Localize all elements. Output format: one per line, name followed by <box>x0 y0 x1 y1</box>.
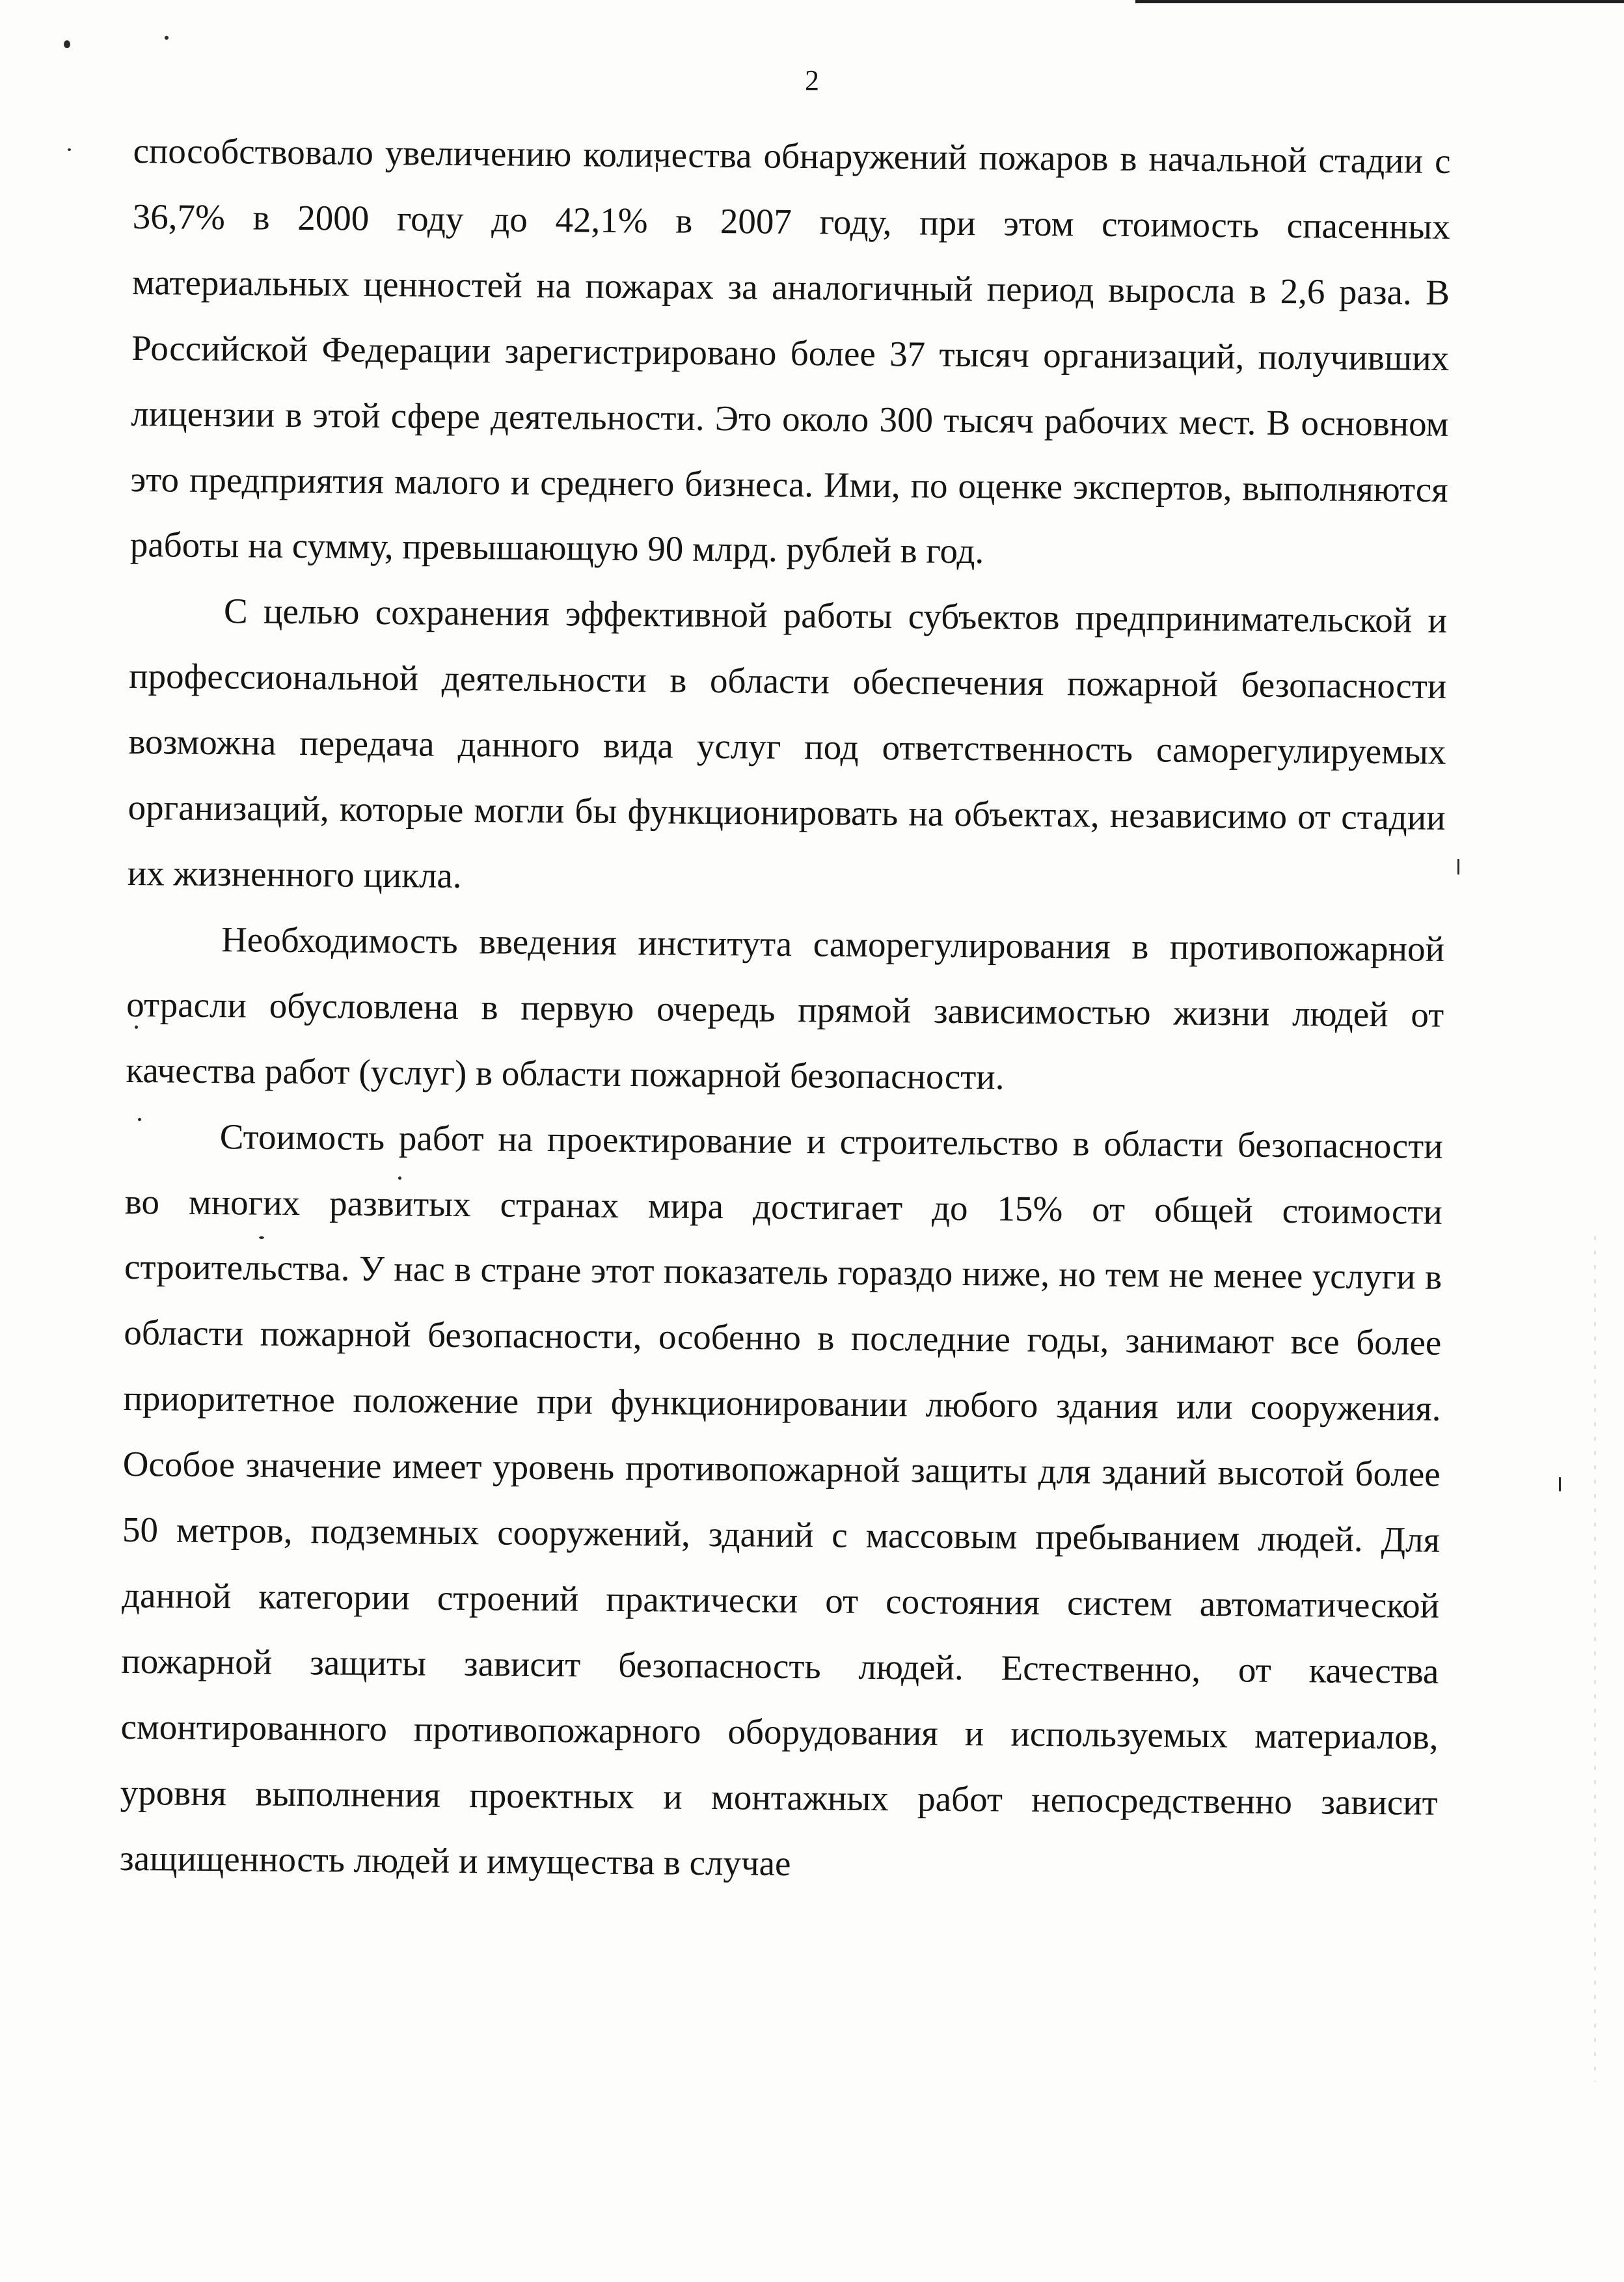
scan-speck <box>68 148 71 151</box>
scan-speck <box>64 40 70 48</box>
scan-speck <box>1457 859 1459 875</box>
scan-speck <box>1559 1477 1561 1491</box>
top-edge-rule <box>1135 0 1624 3</box>
paragraph-continuation: способствовало увеличению количества обнаружений пожаров в начальной стадии с 36,7% в 2000 году до 42,1% в 2007 году, при этом стоимость спасенных материальных ценностей на пожарах за аналогичный период выросла в 2,6 раза. В Российской Федерации зарегистрировано более 37 тысяч организаций, получивших лицензии в этой сфере деятельности. Это около 300 тысяч рабочих мест. В основном это предприятия малого и среднего бизнеса. Ими, по оценке экспертов, выполняются работы на сумму, превышающую 90 млрд. рублей в год. <box>129 130 1451 571</box>
page-number: 2 <box>805 64 819 96</box>
paragraph: С целью сохранения эффективной работы субъектов предпринимательской и профессиональной деятельности в области обеспечения пожарной безопасности возможна передача данного вида услуг под ответственность саморегулируемых организаций, которые могли бы функционировать на объектах, независимо от стадии их жизненного цикла. <box>127 591 1448 895</box>
paragraph: Стоимость работ на проектирование и строительство в области безопасности во многих развитых странах мира достигает до 15% от общей стоимости строительства. У нас в стране этот показатель гораздо ниже, но тем не менее услуги в области пожарной безопасности, особенно в последние годы, занимают все более приоритетное положение при функционировании любого здания или сооружения. Особое значение имеет уровень противопожарной защиты для зданий высотой более 50 метров, подземных сооружений, зданий с массовым пребыванием людей. Для данной категории строений практически от состояния систем автоматической пожарной защиты зависит безопасность людей. Естественно, от качества смонтированного противопожарного оборудования и используемых материалов, уровня выполнения проектных и монтажных работ непосредственно зависит защищенность людей и имущества в случае <box>119 1116 1443 1883</box>
paragraph: Необходимость введения института саморегулирования в противопожарной отрасли обусловлена в первую очередь прямой зависимостью жизни людей от качества работ (услуг) в области пожарной безопасности. <box>126 919 1445 1097</box>
scan-speck <box>165 36 169 40</box>
scan-edge-artifact <box>1594 1236 1596 2082</box>
body-text <box>120 118 1451 1901</box>
